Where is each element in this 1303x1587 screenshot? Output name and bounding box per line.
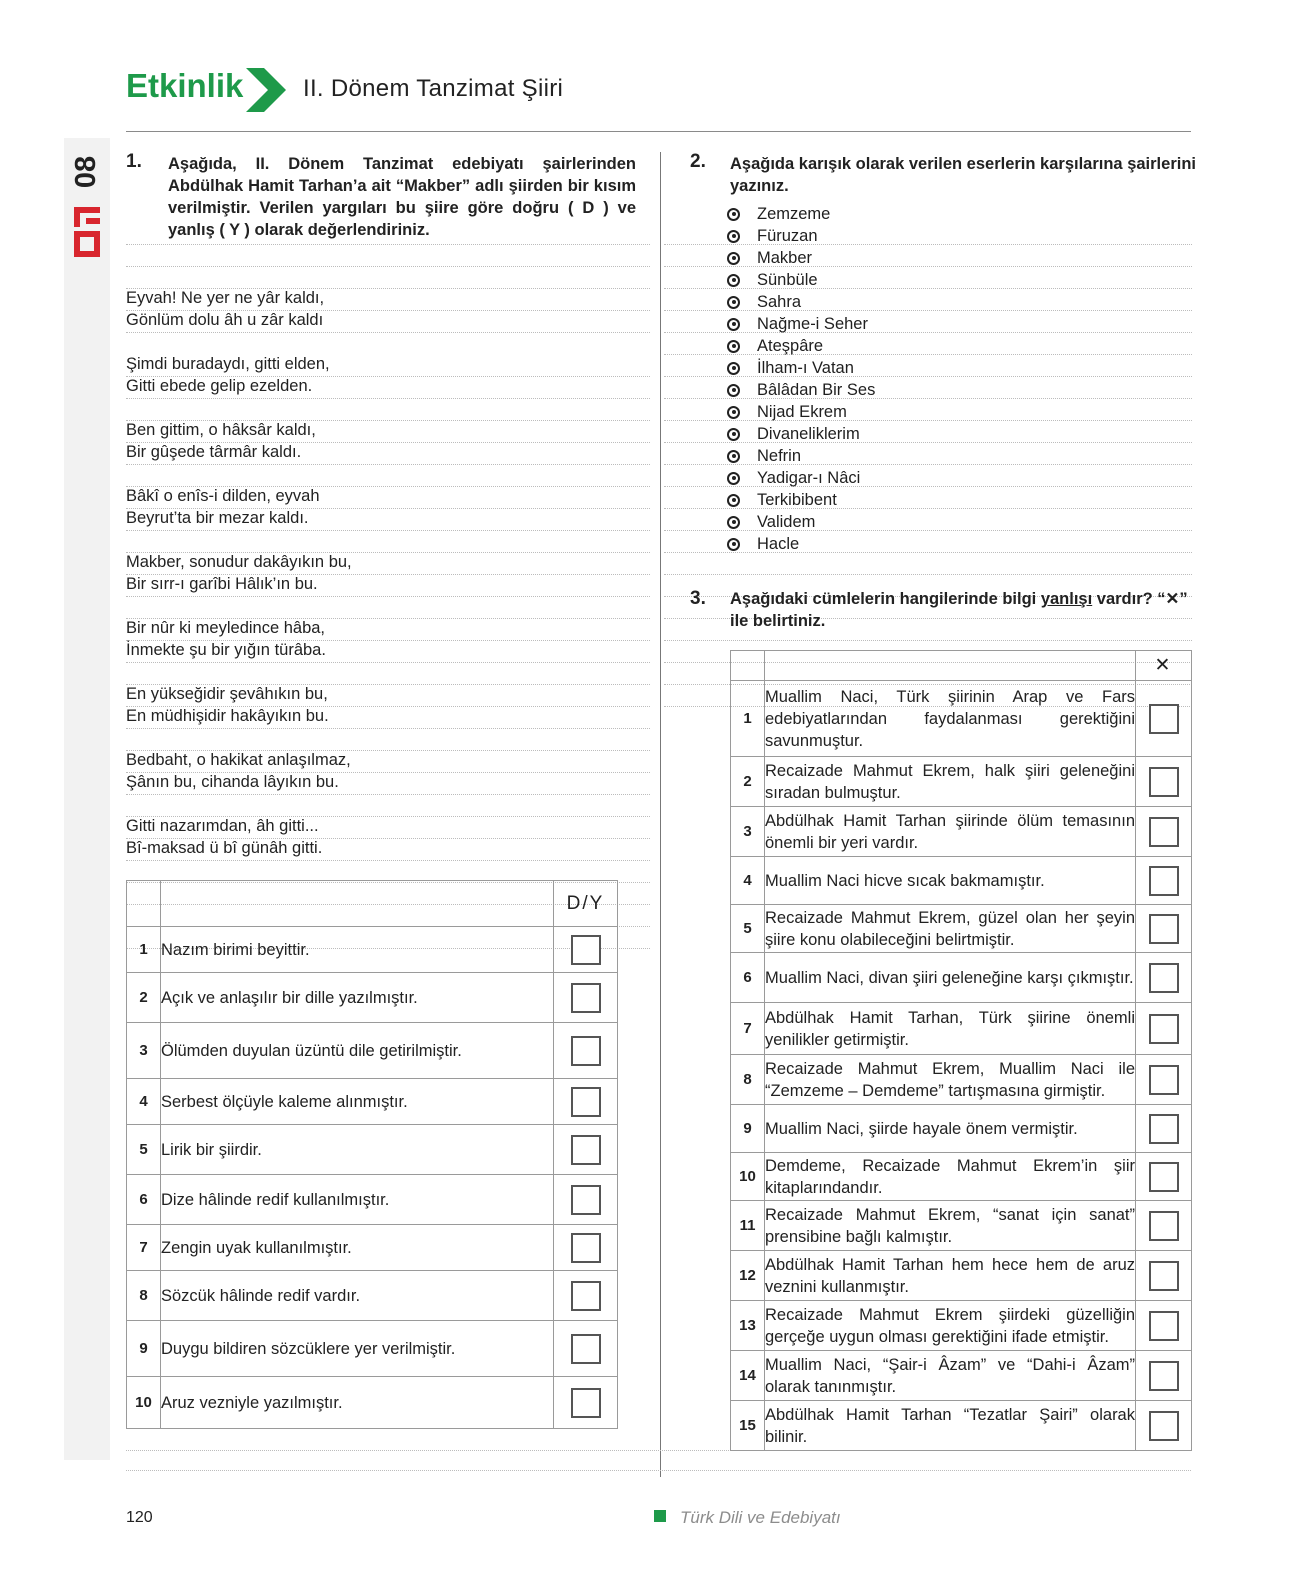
statement-text: Recaizade Mahmut Ekrem şiirdeki güzelliğin gerçeğe uygun olması gerektiğini ifade etmiştir. <box>765 1301 1136 1351</box>
statement-text: Aruz vezniyle yazılmıştır. <box>161 1377 554 1429</box>
row-number: 12 <box>731 1251 765 1301</box>
statement-text: Ölümden duyulan üzüntü dile getirilmiştir. <box>161 1023 554 1079</box>
row-number: 15 <box>731 1401 765 1451</box>
column-header: D/Y <box>554 881 618 927</box>
chevron-right-icon <box>246 68 288 112</box>
table-row <box>731 905 1192 953</box>
answer-box[interactable] <box>1149 1311 1179 1341</box>
work-title: Füruzan <box>757 227 818 245</box>
answer-box[interactable] <box>571 983 601 1013</box>
table-row <box>127 1377 618 1429</box>
target-bullet-icon <box>727 450 740 463</box>
book-title: Türk Dili ve Edebiyatı <box>680 1508 841 1527</box>
table-header-row <box>127 881 618 927</box>
table-row <box>127 1125 618 1175</box>
answer-box[interactable] <box>1149 1411 1179 1441</box>
side-band <box>64 138 110 1460</box>
table-row <box>127 1321 618 1377</box>
table-row <box>127 927 618 973</box>
work-title: Validem <box>757 513 816 531</box>
work-item <box>727 247 1167 269</box>
answer-box[interactable] <box>571 1135 601 1165</box>
answer-box[interactable] <box>571 935 601 965</box>
stanza: Bir nûr ki meyledince hâba, İnmekte şu bir yığın türâba. <box>126 619 326 659</box>
target-bullet-icon <box>727 516 740 529</box>
target-bullet-icon <box>727 472 740 485</box>
page-number: 120 <box>126 1509 153 1526</box>
statement-text: Muallim Naci, divan şiiri geleneğine karşı çıkmıştır. <box>765 953 1136 1003</box>
work-item <box>727 291 1167 313</box>
question-2-number: 2. <box>690 151 706 172</box>
statement-text: Recaizade Mahmut Ekrem, halk şiiri geleneğini sıradan bulmuştur. <box>765 757 1136 807</box>
target-bullet-icon <box>727 362 740 375</box>
x-table <box>730 650 1192 1451</box>
table-row <box>731 1003 1192 1055</box>
work-item <box>727 379 1167 401</box>
row-number: 2 <box>127 973 161 1023</box>
table-row <box>127 1271 618 1321</box>
row-number: 13 <box>731 1301 765 1351</box>
work-title: Zemzeme <box>757 205 831 223</box>
work-title: Yadigar-ı Nâci <box>757 469 861 487</box>
work-title: Sahra <box>757 293 802 311</box>
row-number: 1 <box>127 927 161 973</box>
answer-box[interactable] <box>1149 767 1179 797</box>
poem <box>126 287 526 881</box>
work-title: Divaneliklerim <box>757 425 860 443</box>
work-item <box>727 467 1167 489</box>
row-number: 4 <box>127 1079 161 1125</box>
answer-box[interactable] <box>571 1281 601 1311</box>
work-item <box>727 269 1167 291</box>
statement-text: Açık ve anlaşılır bir dille yazılmıştır. <box>161 973 554 1023</box>
work-title: Makber <box>757 249 813 267</box>
target-bullet-icon <box>727 538 740 551</box>
target-bullet-icon <box>727 208 740 221</box>
table-header-row <box>731 651 1192 681</box>
answer-box[interactable] <box>571 1334 601 1364</box>
table-row <box>731 857 1192 905</box>
stanza: Makber, sonudur dakâyıkın bu, Bir sırr-ı garîbi Hâlık’ın bu. <box>126 553 352 593</box>
answer-box[interactable] <box>1149 1114 1179 1144</box>
target-bullet-icon <box>727 340 740 353</box>
stanza: Şimdi buradaydı, gitti elden, Gitti ebede gelip ezelden. <box>126 355 330 395</box>
statement-text: Muallim Naci hicve sıcak bakmamıştır. <box>765 857 1136 905</box>
row-number: 2 <box>731 757 765 807</box>
row-number: 9 <box>127 1321 161 1377</box>
question-1-number: 1. <box>126 151 142 172</box>
work-title: Bâlâdan Bir Ses <box>757 381 876 399</box>
statement-text: Abdülhak Hamit Tarhan hem hece hem de aruz veznini kullanmıştır. <box>765 1251 1136 1301</box>
table-row <box>127 1175 618 1225</box>
answer-box[interactable] <box>1149 914 1179 944</box>
row-number: 10 <box>127 1377 161 1429</box>
row-number: 1 <box>731 681 765 757</box>
table-row <box>731 757 1192 807</box>
answer-box[interactable] <box>1149 1211 1179 1241</box>
work-item <box>727 225 1167 247</box>
work-item <box>727 357 1167 379</box>
row-number: 7 <box>731 1003 765 1055</box>
stanza: Bâkî o enîs-i dilden, eyvah Beyrut’ta bir mezar kaldı. <box>126 487 320 527</box>
answer-box[interactable] <box>571 1087 601 1117</box>
underlined-word: yanlışı <box>1040 590 1093 608</box>
work-item <box>727 313 1167 335</box>
answer-box[interactable] <box>1149 866 1179 896</box>
answer-box[interactable] <box>571 1233 601 1263</box>
row-number: 6 <box>127 1175 161 1225</box>
row-number: 11 <box>731 1201 765 1251</box>
statement-text: Demdeme, Recaizade Mahmut Ekrem’in şiir kitaplarındandır. <box>765 1153 1136 1201</box>
work-item <box>727 511 1167 533</box>
work-title: Nağme-i Seher <box>757 315 868 333</box>
table-row <box>731 807 1192 857</box>
works-list <box>727 203 1167 555</box>
fen-logo-icon <box>72 205 102 259</box>
question-3-number: 3. <box>690 588 706 609</box>
side-unit-number: 08 <box>70 155 102 189</box>
column-divider <box>660 152 661 1477</box>
stanza: Bedbaht, o hakikat anlaşılmaz, Şânın bu, cihanda lâyıkın bu. <box>126 751 351 791</box>
work-item <box>727 335 1167 357</box>
question-1-prompt: Aşağıda, II. Dönem Tanzimat edebiyatı şairlerinden Abdülhak Hamit Tarhan’a ait “Makber” adlı şiirden bir kısım verilmiştir. Verilen yargıları bu şiire göre doğru ( D ) ve yanlış ( Y ) olarak değerlendiriniz. <box>168 155 636 239</box>
statement-text: Duygu bildiren sözcüklere yer verilmiştir. <box>161 1321 554 1377</box>
table-row <box>127 1023 618 1079</box>
statement-text: Serbest ölçüyle kaleme alınmıştır. <box>161 1079 554 1125</box>
table-row <box>731 1301 1192 1351</box>
answer-box[interactable] <box>1149 1162 1179 1192</box>
table-row <box>731 953 1192 1003</box>
row-number: 3 <box>731 807 765 857</box>
answer-box[interactable] <box>1149 1014 1179 1044</box>
work-item <box>727 401 1167 423</box>
column-header: ✕ <box>1136 651 1192 681</box>
statement-text: Sözcük hâlinde redif vardır. <box>161 1271 554 1321</box>
stanza: Ben gittim, o hâksâr kaldı, Bir gûşede târmâr kaldı. <box>126 421 316 461</box>
statement-text: Muallim Naci, “Şair-i Âzam” ve “Dahi-i Âzam” olarak tanınmıştır. <box>765 1351 1136 1401</box>
target-bullet-icon <box>727 296 740 309</box>
section-label: Etkinlik <box>126 67 244 104</box>
answer-box[interactable] <box>571 1185 601 1215</box>
answer-box[interactable] <box>1149 1065 1179 1095</box>
target-bullet-icon <box>727 318 740 331</box>
table-row <box>731 1251 1192 1301</box>
statement-text: Recaizade Mahmut Ekrem, Muallim Naci ile “Zemzeme – Demdeme” tartışmasına girmiştir. <box>765 1055 1136 1105</box>
stanza: Gitti nazarımdan, âh gitti... Bî-maksad ü bî günâh gitti. <box>126 817 323 857</box>
statement-text: Abdülhak Hamit Tarhan “Tezatlar Şairi” olarak bilinir. <box>765 1401 1136 1451</box>
work-item <box>727 445 1167 467</box>
table-row <box>731 1153 1192 1201</box>
statement-text: Abdülhak Hamit Tarhan, Türk şiirine önemli yenilikler getirmiştir. <box>765 1003 1136 1055</box>
table-row <box>731 1201 1192 1251</box>
target-bullet-icon <box>727 406 740 419</box>
answer-box[interactable] <box>571 1388 601 1418</box>
work-title: Terkibibent <box>757 491 837 509</box>
table-row <box>127 1225 618 1271</box>
target-bullet-icon <box>727 384 740 397</box>
target-bullet-icon <box>727 252 740 265</box>
row-number: 14 <box>731 1351 765 1401</box>
table-row <box>127 1079 618 1125</box>
answer-box[interactable] <box>1149 1361 1179 1391</box>
answer-box[interactable] <box>1149 704 1179 734</box>
work-title: Nefrin <box>757 447 802 465</box>
table-row <box>731 1351 1192 1401</box>
statement-text: Zengin uyak kullanılmıştır. <box>161 1225 554 1271</box>
statement-text: Muallim Naci, Türk şiirinin Arap ve Fars edebiyatlarından faydalanması gerektiğini savunmuştur. <box>765 681 1136 757</box>
table-row <box>731 681 1192 757</box>
target-bullet-icon <box>727 274 740 287</box>
statement-text: Dize hâlinde redif kullanılmıştır. <box>161 1175 554 1225</box>
answer-box[interactable] <box>1149 963 1179 993</box>
row-number: 5 <box>731 905 765 953</box>
page-title: II. Dönem Tanzimat Şiiri <box>303 75 564 102</box>
row-number: 3 <box>127 1023 161 1079</box>
work-item <box>727 533 1167 555</box>
stanza: Eyvah! Ne yer ne yâr kaldı, Gönlüm dolu âh u zâr kaldı <box>126 289 325 329</box>
answer-box[interactable] <box>571 1036 601 1066</box>
statement-text: Recaizade Mahmut Ekrem, “sanat için sanat” prensibine bağlı kalmıştır. <box>765 1201 1136 1251</box>
row-number: 10 <box>731 1153 765 1201</box>
work-title: Sünbüle <box>757 271 818 289</box>
question-2-prompt: Aşağıda karışık olarak verilen eserlerin karşılarına şairlerini yazınız. <box>730 155 1196 195</box>
row-number: 8 <box>731 1055 765 1105</box>
stanza: En yükseğidir şevâhıkın bu, En müdhişidir hakâyıkın bu. <box>126 685 329 725</box>
statement-text: Recaizade Mahmut Ekrem, güzel olan her şeyin şiire konu olabileceğini belirtmiştir. <box>765 905 1136 953</box>
row-number: 5 <box>127 1125 161 1175</box>
table-row <box>731 1401 1192 1451</box>
work-item <box>727 489 1167 511</box>
statement-text: Abdülhak Hamit Tarhan şiirinde ölüm temasının önemli bir yeri vardır. <box>765 807 1136 857</box>
work-title: Nijad Ekrem <box>757 403 847 421</box>
row-number: 6 <box>731 953 765 1003</box>
work-title: İlham-ı Vatan <box>757 359 854 377</box>
answer-box[interactable] <box>1149 1261 1179 1291</box>
target-bullet-icon <box>727 230 740 243</box>
work-title: Ateşpâre <box>757 337 824 355</box>
dy-table <box>126 880 618 1429</box>
row-number: 8 <box>127 1271 161 1321</box>
row-number: 9 <box>731 1105 765 1153</box>
row-number: 4 <box>731 857 765 905</box>
target-bullet-icon <box>727 494 740 507</box>
statement-text: Lirik bir şiirdir. <box>161 1125 554 1175</box>
target-bullet-icon <box>727 428 740 441</box>
work-title: Hacle <box>757 535 800 553</box>
statement-text: Muallim Naci, şiirde hayale önem vermiştir. <box>765 1105 1136 1153</box>
table-row <box>731 1055 1192 1105</box>
row-number: 7 <box>127 1225 161 1271</box>
question-3-prompt: Aşağıdaki cümlelerin hangilerinde bilgi yanlışı vardır? “✕” ile belirtiniz. <box>730 590 1188 630</box>
work-item <box>727 203 1167 225</box>
answer-box[interactable] <box>1149 817 1179 847</box>
header-divider <box>126 131 1191 132</box>
table-row <box>127 973 618 1023</box>
statement-text: Nazım birimi beyittir. <box>161 927 554 973</box>
footer-square-icon <box>654 1510 666 1522</box>
table-row <box>731 1105 1192 1153</box>
work-item <box>727 423 1167 445</box>
